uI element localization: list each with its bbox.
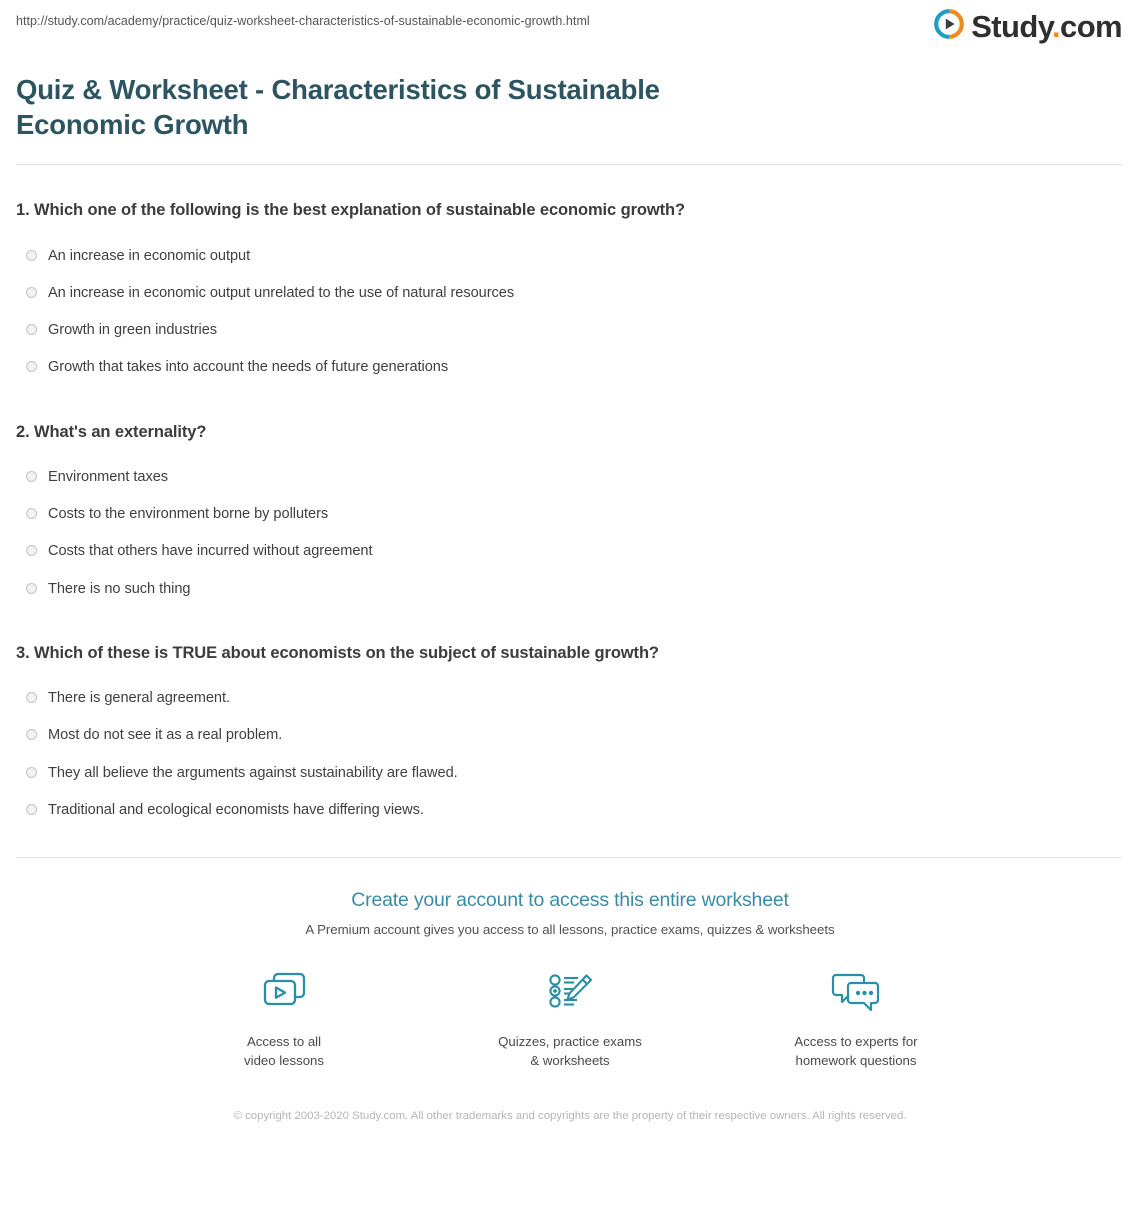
question-block — [16, 199, 1122, 386]
radio-button-icon[interactable] — [26, 583, 37, 594]
option-label: Traditional and ecological economists have differing views. — [48, 801, 424, 818]
option-label: Growth in green industries — [48, 322, 218, 339]
radio-button-icon[interactable] — [26, 767, 37, 778]
page-header — [0, 0, 1140, 62]
feature-item — [495, 963, 645, 1070]
quiz-container — [0, 199, 1140, 829]
feature-caption-line2: video lessons — [244, 1053, 324, 1069]
option-label: Costs to the environment borne by polluters — [48, 506, 329, 523]
question-text: 3. Which of these is TRUE about economists on the subject of sustainable growth? — [16, 643, 659, 662]
logo-word-main: Study — [971, 9, 1053, 44]
quiz-pencil-icon — [495, 963, 645, 1019]
radio-button-icon[interactable] — [26, 804, 37, 815]
option-label: Environment taxes — [48, 468, 169, 485]
radio-button-icon[interactable] — [26, 250, 37, 261]
question-text: 2. What's an externality? — [16, 422, 207, 441]
option-list — [16, 459, 1122, 608]
feature-item — [781, 963, 931, 1070]
option-row[interactable] — [16, 792, 1122, 829]
feature-caption-line1: Access to all — [246, 1034, 322, 1050]
feature-list — [0, 963, 1140, 1070]
question-block — [16, 421, 1122, 608]
play-circle-icon — [934, 9, 964, 44]
create-account-cta — [0, 888, 1140, 1125]
option-row[interactable] — [16, 238, 1122, 275]
radio-button-icon[interactable] — [26, 361, 37, 372]
feature-item — [209, 963, 359, 1070]
feature-caption — [781, 1032, 931, 1070]
option-label: Most do not see it as a real problem. — [48, 727, 283, 744]
option-row[interactable] — [16, 349, 1122, 386]
option-row[interactable] — [16, 312, 1122, 349]
cta-heading-link[interactable]: Create your account to access this entire worksheet — [351, 888, 789, 911]
option-list — [16, 680, 1122, 829]
radio-button-icon[interactable] — [26, 287, 37, 298]
feature-caption-line2: & worksheets — [530, 1053, 610, 1069]
feature-caption-line2: homework questions — [795, 1053, 917, 1069]
option-label: An increase in economic output unrelated to the use of natural resources — [48, 284, 515, 301]
cta-subtext: A Premium account gives you access to all lessons, practice exams, quizzes & worksheets — [305, 922, 835, 938]
feature-caption-line1: Quizzes, practice exams — [498, 1034, 642, 1050]
page-url: http://study.com/academy/practice/quiz-worksheet-characteristics-of-sustainable-economic-growth.html — [16, 14, 590, 28]
feature-caption-line1: Access to experts for — [794, 1034, 918, 1050]
option-label: They all believe the arguments against sustainability are flawed. — [48, 764, 458, 781]
option-row[interactable] — [16, 496, 1122, 533]
option-label: There is general agreement. — [48, 690, 230, 707]
option-label: Costs that others have incurred without agreement — [48, 543, 373, 560]
option-row[interactable] — [16, 755, 1122, 792]
radio-button-icon[interactable] — [26, 508, 37, 519]
radio-button-icon[interactable] — [26, 324, 37, 335]
radio-button-icon[interactable] — [26, 545, 37, 556]
radio-button-icon[interactable] — [26, 729, 37, 740]
question-block — [16, 642, 1122, 829]
option-label: Growth that takes into account the needs of future generations — [48, 359, 449, 376]
option-label: An increase in economic output — [48, 247, 251, 264]
page-title: Quiz & Worksheet - Characteristics of Sustainable Economic Growth — [16, 74, 660, 141]
option-row[interactable] — [16, 533, 1122, 570]
logo-word-tld: com — [1060, 9, 1122, 44]
option-row[interactable] — [16, 717, 1122, 754]
radio-button-icon[interactable] — [26, 692, 37, 703]
option-list — [16, 238, 1122, 387]
option-row[interactable] — [16, 459, 1122, 496]
question-text: 1. Which one of the following is the best explanation of sustainable economic growth? — [16, 201, 685, 220]
feature-caption — [495, 1032, 645, 1070]
logo-word-dot: . — [1052, 9, 1061, 44]
logo-wordmark — [971, 11, 1122, 42]
cta-divider — [16, 857, 1122, 858]
video-lessons-icon — [209, 963, 359, 1019]
study-com-logo[interactable] — [934, 9, 1122, 44]
option-label: There is no such thing — [48, 580, 191, 597]
feature-caption — [209, 1032, 359, 1070]
option-row[interactable] — [16, 275, 1122, 312]
option-row[interactable] — [16, 680, 1122, 717]
radio-button-icon[interactable] — [26, 471, 37, 482]
title-divider — [16, 164, 1122, 165]
option-row[interactable] — [16, 571, 1122, 608]
copyright-text: © copyright 2003-2020 Study.com. All other trademarks and copyrights are the property of their respective owners. All rights reserved. — [233, 1109, 907, 1122]
chat-bubbles-icon — [781, 963, 931, 1019]
